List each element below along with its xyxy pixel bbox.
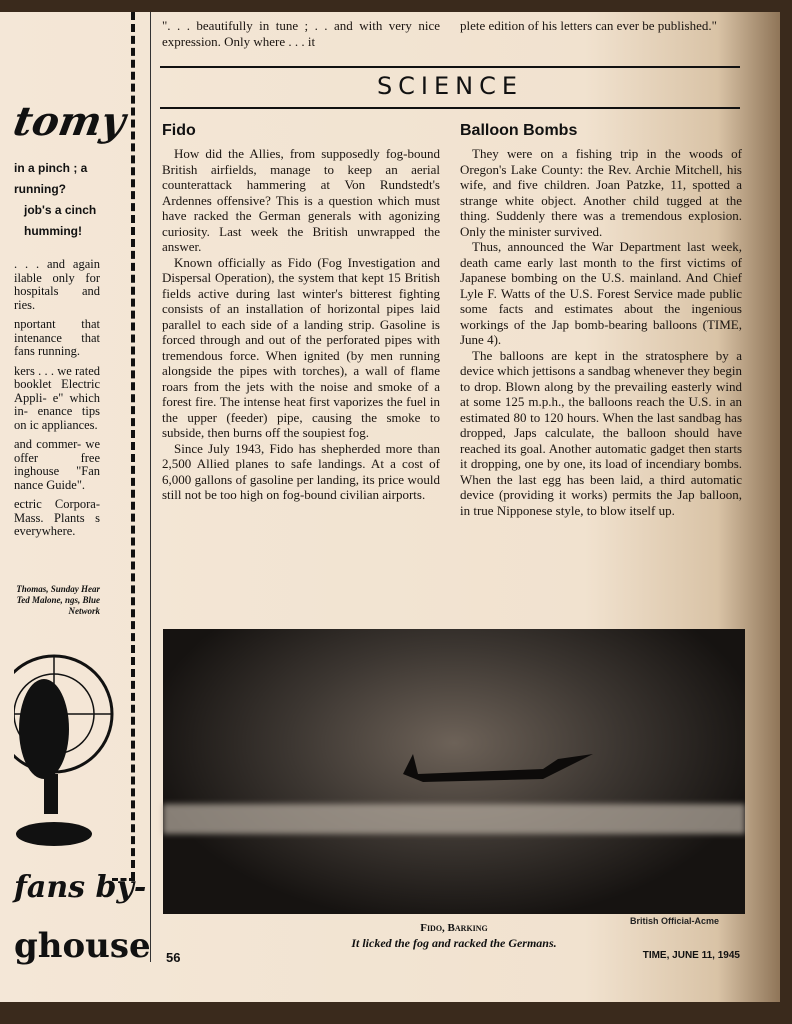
article-title: Fido [162,122,196,139]
article-paragraph: The balloons are kept in the stratosphere by a device which jettisons a sandbag whenever they begin to drop. Blown along by the prevailing easterly wind at some 125 m.p.h., the balloons reach the U.S. in an estimated 80 to 120 hours. When the last sandbag has dropped, Japs calculate, the balloon should have reached its goal. Another automatic gadget then starts it dropping, one by one, its load of incendiary bombs. When the last egg has been laid, a third automatic device (providing it works) permits the Jap balloon, in true Nipponese style, to blow itself up. [460,347,742,518]
coupon-cut-line-bottom [112,878,135,881]
airplane-silhouette [393,734,603,794]
photo-caption-title: Fido, Barking [420,922,488,934]
ad-paragraph: ectric Corpora- Mass. Plants s everywhere. [14,497,100,538]
issue-date: TIME, JUNE 11, 1945 [642,950,740,961]
article-paragraph: Known officially as Fido (Fog Investigation and Dispersal Operation), the system that kept 15 British fields active during last winter's bitterest fighting consists of an installation of horizontal pipes laid parallel to each side of a landing strip. Gasoline is forced through and out of the perforated pipes with tremendous force. When ignited (by men running alongside the pipes with torches), a wall of flame roars from the jets with the noise and smoke of a forest fire. The intense heat first vaporizes the fuel in the upper (feeder) pipe, causing the smoke to subside, then burns off the soupiest fog. [162,254,440,440]
article-fido [162,122,440,503]
tagline-line: running? [14,182,66,196]
ad-body [14,258,100,545]
article-paragraph: They were on a fishing trip in the woods of Oregon's Lake County: the Rev. Archie Mitchell, his wife, and five children. Joan Patzke, 11, spotted a strange white object. Another child tugged at the thing. Suddenly there was a tremendous explosion. Only the minister survived. [460,146,742,239]
tagline-line: job's a cinch [24,203,97,217]
photo-credit: British Official-Acme [630,916,720,926]
ad-paragraph: kers . . . we rated booklet Electric Appli- e" which in- enance tips on ic appliances. [14,363,100,432]
photo-caption: It licked the fog and racked the Germans. [351,936,557,950]
article-paragraph: Thus, announced the War Department last week, death came early last month to the first victims of Japanese bombing on the U.S. mainland. And Chief Lyle F. Watts of the U.S. Forest Service made public some facts and estimates about the ingenious workings of the Jap bomb-bearing balloons (TIME, June 4). [460,239,742,347]
fido-photo [163,629,745,914]
ad-script-title: tomy [9,98,129,145]
ad-tagline [14,158,134,242]
article-balloon-bombs [460,122,742,518]
section-rule-top [160,66,740,68]
ad-credit: Thomas, Sunday Hear Ted Malone, ngs, Blue Network [16,584,100,616]
section-heading: SCIENCE [376,72,524,100]
section-rule-bottom [160,107,740,109]
ad-slogan: fans by- [14,870,147,905]
magazine-page [0,12,780,1002]
continued-text-right: plete edition of his letters can ever be published." [460,18,717,33]
coupon-cut-line [131,12,135,880]
continued-text-left: ". . . beautifully in tune ; . . and with very nice expression. Only where . . . it [162,18,440,49]
article-title: Balloon Bombs [460,122,578,139]
electric-fan-illustration [14,634,124,864]
page-number: 56 [166,950,181,965]
ad-paragraph: . . . and again ilable only for hospitals and ries. [14,257,100,312]
article-paragraph: Since July 1943, Fido has shepherded more than 2,500 Allied planes to safe landings. At a cost of 6,000 gallons of gasoline per landing, its price would still not be too high on fog-bound civilian airports. [162,440,440,502]
ad-paragraph: and commer- we offer free inghouse "Fan nance Guide". [14,437,100,492]
tagline-line: humming! [24,224,82,238]
tagline-line: in a pinch ; a [14,161,88,175]
column-divider [150,12,151,962]
ad-brand: ghouse [14,926,151,966]
article-paragraph: How did the Allies, from supposedly fog-bound British airfields, manage to keep an aerial counterattack hammering at Von Rundstedt's Ardennes offensive? This is a question which must have racked the German generals with agonizing curiosity. Last week the British unwrapped the answer. [162,146,440,254]
ad-paragraph: nportant that intenance that fans running. [14,317,100,358]
